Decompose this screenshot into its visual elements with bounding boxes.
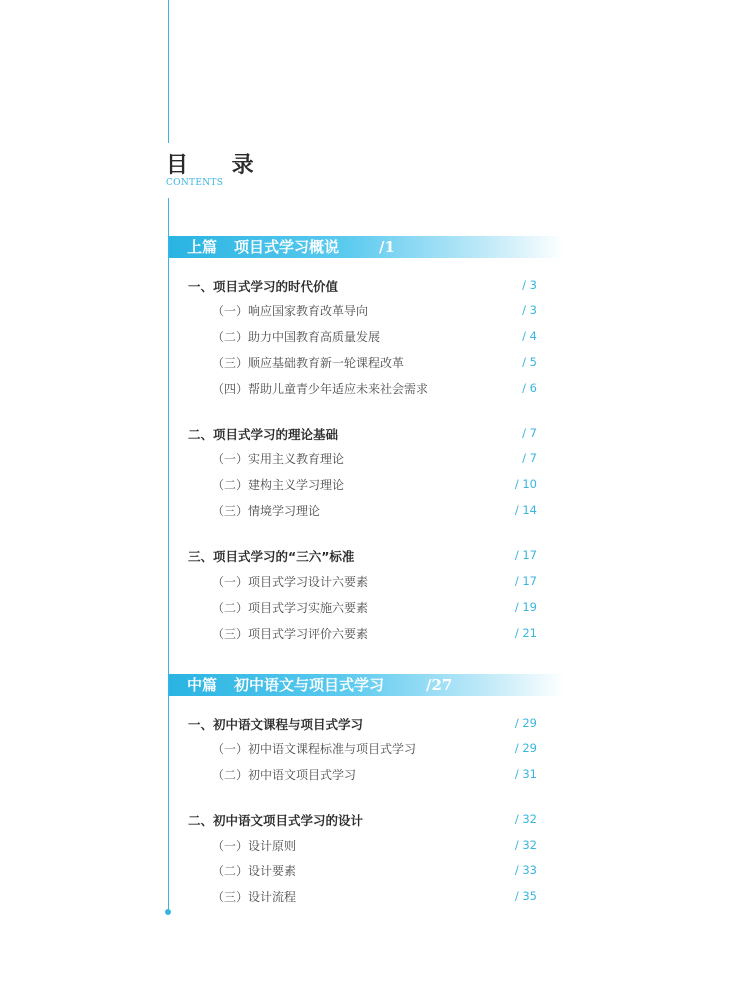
- section-page: / 10: [514, 477, 537, 491]
- section-page: / 35: [514, 889, 537, 903]
- part-title: 初中语文与项目式学习: [234, 676, 385, 694]
- section-page: / 29: [514, 741, 537, 755]
- rule-end-dot: [165, 909, 171, 915]
- chapter-title[interactable]: 二、初中语文项目式学习的设计: [188, 813, 364, 828]
- section-page: / 31: [514, 767, 537, 781]
- part-name: 上篇: [187, 238, 218, 256]
- section-title[interactable]: （三）顺应基础教育新一轮课程改革: [212, 356, 405, 370]
- section-title[interactable]: （一）响应国家教育改革导向: [212, 304, 369, 318]
- section-title[interactable]: （一）初中语文课程标准与项目式学习: [212, 742, 417, 756]
- section-page: / 21: [514, 626, 537, 640]
- section-title[interactable]: （一）项目式学习设计六要素: [212, 575, 369, 589]
- chapter-page: / 3: [522, 278, 537, 292]
- chapter-page: / 29: [514, 716, 537, 730]
- toc-title: 目 录: [166, 152, 272, 178]
- chapter-title[interactable]: 二、项目式学习的理论基础: [188, 427, 339, 442]
- section-title[interactable]: （二）助力中国教育高质量发展: [212, 330, 381, 344]
- section-page: / 32: [514, 838, 537, 852]
- section-title[interactable]: （二）初中语文项目式学习: [212, 768, 357, 782]
- section-page: / 14: [514, 503, 537, 517]
- section-page: / 4: [522, 329, 537, 343]
- section-title[interactable]: （三）项目式学习评价六要素: [212, 627, 369, 641]
- section-title[interactable]: （三）设计流程: [212, 890, 297, 904]
- section-page: / 17: [514, 574, 537, 588]
- section-title[interactable]: （一）实用主义教育理论: [212, 452, 345, 466]
- section-page: / 33: [514, 863, 537, 877]
- section-title[interactable]: （二）项目式学习实施六要素: [212, 601, 369, 615]
- section-title[interactable]: （二）建构主义学习理论: [212, 478, 345, 492]
- toc-subtitle: CONTENTS: [166, 178, 224, 188]
- part-page: /27: [426, 676, 453, 694]
- section-page: / 5: [522, 355, 537, 369]
- section-page: / 7: [522, 451, 537, 465]
- section-page: / 19: [514, 600, 537, 614]
- part-page: /1: [379, 238, 395, 256]
- section-title[interactable]: （四）帮助儿童青少年适应未来社会需求: [212, 382, 429, 396]
- part-banner-2[interactable]: [169, 674, 564, 696]
- chapter-title[interactable]: 三、项目式学习的“三六”标准: [188, 549, 355, 564]
- part-title: 项目式学习概说: [234, 238, 340, 256]
- chapter-title[interactable]: 一、项目式学习的时代价值: [188, 279, 339, 294]
- section-title[interactable]: （二）设计要素: [212, 864, 297, 878]
- section-title[interactable]: （一）设计原则: [212, 839, 297, 853]
- chapter-page: / 7: [522, 426, 537, 440]
- left-rule-top: [168, 0, 169, 143]
- part-name: 中篇: [187, 676, 218, 694]
- chapter-page: / 17: [514, 548, 537, 562]
- section-page: / 6: [522, 381, 537, 395]
- section-title[interactable]: （三）情境学习理论: [212, 504, 321, 518]
- chapter-title[interactable]: 一、初中语文课程与项目式学习: [188, 717, 364, 732]
- part-banner-1[interactable]: [169, 236, 564, 258]
- section-page: / 3: [522, 303, 537, 317]
- left-rule-bottom: [168, 198, 169, 912]
- chapter-page: / 32: [514, 812, 537, 826]
